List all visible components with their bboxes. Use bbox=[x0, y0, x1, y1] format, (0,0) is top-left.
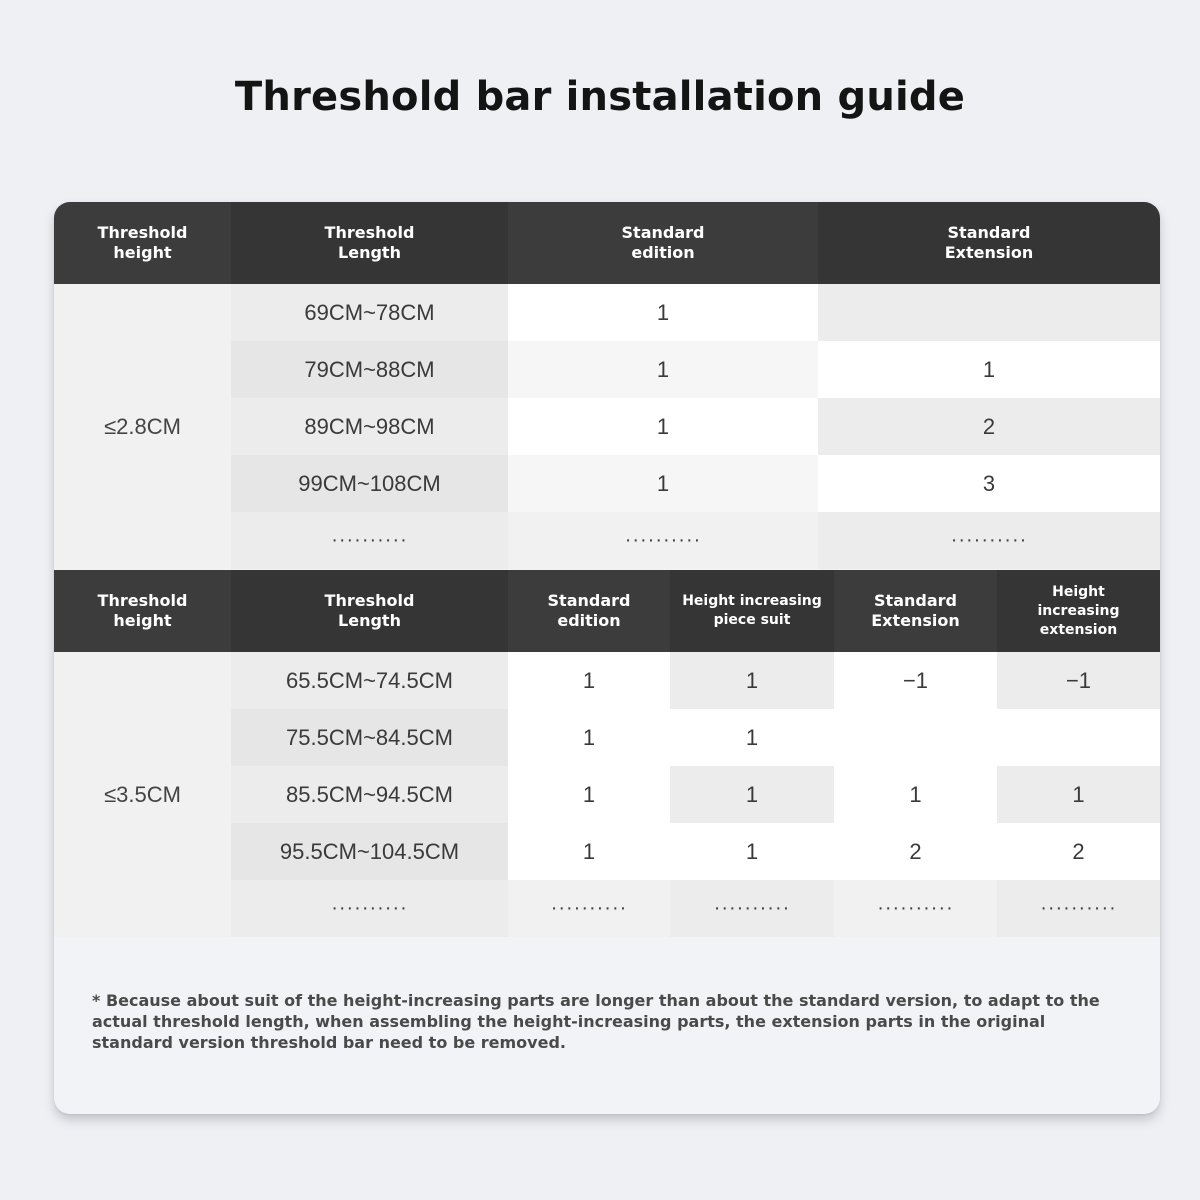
header-height-increasing-piece-suit: Height increasing piece suit bbox=[670, 570, 834, 652]
header-standard-extension: Standard Extension bbox=[834, 570, 997, 652]
standard-extension-cell: 2 bbox=[818, 398, 1160, 455]
height-extension-cell: 1 bbox=[997, 766, 1160, 823]
threshold-height-value: ≤3.5CM bbox=[54, 652, 231, 937]
table-header-row bbox=[54, 202, 1160, 284]
threshold-length-cell: 89CM~98CM bbox=[231, 398, 508, 455]
standard-edition-cell: 1 bbox=[508, 398, 818, 455]
standard-extension-cell: 1 bbox=[834, 766, 997, 823]
height-extension-cell: 2 bbox=[997, 823, 1160, 880]
table-header-row bbox=[54, 570, 1160, 652]
standard-edition-cell: 1 bbox=[508, 709, 670, 766]
standard-edition-cell: 1 bbox=[508, 652, 670, 709]
standard-extension-cell: ·········· bbox=[818, 512, 1160, 569]
threshold-length-cell: 85.5CM~94.5CM bbox=[231, 766, 508, 823]
footnote: * Because about suit of the height-increasing parts are longer than about the standard version, to adapt to the actual threshold length, when assembling the height-increasing parts, the extension parts in the original standard version threshold bar need to be removed. bbox=[92, 991, 1100, 1052]
threshold-height-value: ≤2.8CM bbox=[54, 284, 231, 569]
header-height-increasing-extension: Height increasing extension bbox=[997, 570, 1160, 652]
threshold-length-cell: 69CM~78CM bbox=[231, 284, 508, 341]
height-increasing-threshold-table bbox=[54, 570, 1160, 937]
height-suit-cell: 1 bbox=[670, 766, 834, 823]
standard-edition-cell: 1 bbox=[508, 823, 670, 880]
standard-edition-cell: 1 bbox=[508, 341, 818, 398]
header-standard-edition: Standard edition bbox=[508, 570, 670, 652]
standard-extension-cell: 3 bbox=[818, 455, 1160, 512]
threshold-length-cell: ·········· bbox=[231, 880, 508, 937]
threshold-length-cell: 75.5CM~84.5CM bbox=[231, 709, 508, 766]
height-suit-cell: 1 bbox=[670, 709, 834, 766]
height-extension-cell: −1 bbox=[997, 652, 1160, 709]
standard-extension-cell bbox=[818, 284, 1160, 341]
header-threshold-height: Threshold height bbox=[54, 570, 231, 652]
standard-edition-cell: ·········· bbox=[508, 512, 818, 569]
header-threshold-height: Threshold height bbox=[54, 202, 231, 284]
header-standard-edition: Standard edition bbox=[508, 202, 818, 284]
height-extension-cell: ·········· bbox=[997, 880, 1160, 937]
height-suit-cell: 1 bbox=[670, 652, 834, 709]
table-row bbox=[54, 652, 1160, 709]
threshold-length-cell: 79CM~88CM bbox=[231, 341, 508, 398]
standard-edition-cell: ·········· bbox=[508, 880, 670, 937]
standard-edition-cell: 1 bbox=[508, 766, 670, 823]
standard-extension-cell: 2 bbox=[834, 823, 997, 880]
header-threshold-length: Threshold Length bbox=[231, 202, 508, 284]
table-row bbox=[54, 284, 1160, 341]
header-standard-extension: Standard Extension bbox=[818, 202, 1160, 284]
standard-extension-cell: −1 bbox=[834, 652, 997, 709]
threshold-length-cell: ·········· bbox=[231, 512, 508, 569]
height-suit-cell: ·········· bbox=[670, 880, 834, 937]
standard-extension-cell: ·········· bbox=[834, 880, 997, 937]
installation-guide-card bbox=[54, 202, 1160, 1114]
page-title: Threshold bar installation guide bbox=[234, 74, 966, 120]
standard-edition-cell: 1 bbox=[508, 284, 818, 341]
height-suit-cell: 1 bbox=[670, 823, 834, 880]
header-threshold-length: Threshold Length bbox=[231, 570, 508, 652]
height-extension-cell bbox=[997, 709, 1160, 766]
threshold-length-cell: 99CM~108CM bbox=[231, 455, 508, 512]
standard-extension-cell bbox=[834, 709, 997, 766]
threshold-length-cell: 65.5CM~74.5CM bbox=[231, 652, 508, 709]
standard-edition-cell: 1 bbox=[508, 455, 818, 512]
threshold-length-cell: 95.5CM~104.5CM bbox=[231, 823, 508, 880]
standard-extension-cell: 1 bbox=[818, 341, 1160, 398]
standard-threshold-table bbox=[54, 202, 1160, 569]
